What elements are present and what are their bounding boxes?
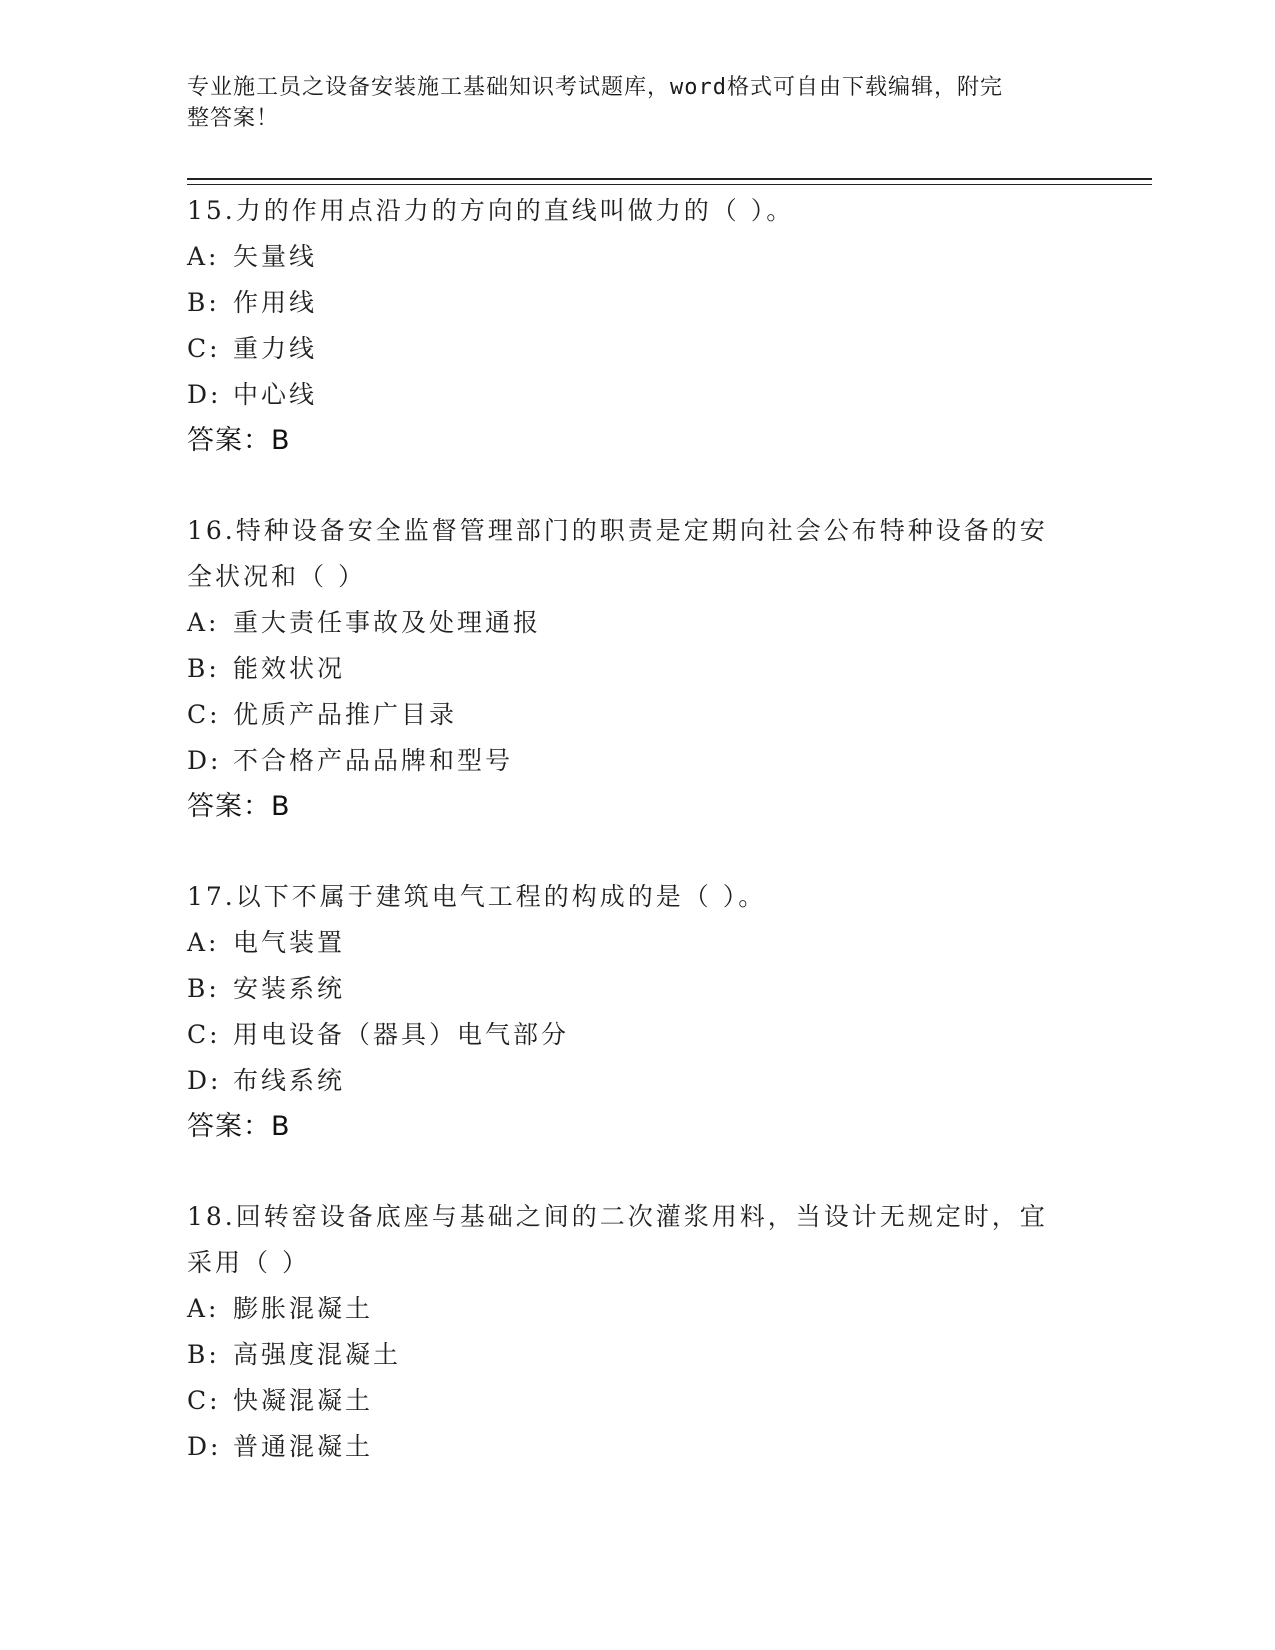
- option-letter: B:: [187, 1340, 220, 1369]
- option-letter: A:: [187, 928, 220, 957]
- option-d: [187, 1058, 1087, 1104]
- question-text: [187, 1194, 1087, 1240]
- option-text: 电气装置: [233, 928, 346, 957]
- question-17: [187, 874, 1087, 1150]
- option-text: 重力线: [233, 334, 318, 363]
- header-divider-thick: [187, 178, 1152, 180]
- option-d: [187, 738, 1087, 784]
- option-text: 能效状况: [233, 654, 346, 683]
- question-text: [187, 508, 1087, 554]
- answer-label: 答案：B: [187, 791, 291, 822]
- header-divider-thin: [187, 184, 1152, 185]
- question-16: [187, 508, 1087, 830]
- option-d: [187, 1424, 1087, 1470]
- answer-label: 答案：B: [187, 425, 291, 456]
- option-text: 重大责任事故及处理通报: [233, 608, 542, 637]
- header-line-1: 专业施工员之设备安装施工基础知识考试题库，word格式可自由下载编辑，附完: [187, 75, 1003, 100]
- question-text-line: 回转窑设备底座与基础之间的二次灌浆用料，当设计无规定时，宜: [235, 1202, 1048, 1231]
- option-letter: C:: [187, 700, 221, 729]
- option-letter: C:: [187, 334, 221, 363]
- option-b: [187, 1332, 1087, 1378]
- option-c: [187, 1012, 1087, 1058]
- option-letter: B:: [187, 654, 220, 683]
- option-b: [187, 646, 1087, 692]
- question-15: [187, 188, 1087, 464]
- option-a: [187, 234, 1087, 280]
- option-text: 中心线: [233, 380, 318, 409]
- question-text: [187, 874, 1087, 920]
- question-list: [187, 188, 1087, 1514]
- question-text: [187, 188, 1087, 234]
- document-header: [187, 72, 1067, 134]
- option-c: [187, 1378, 1087, 1424]
- header-line-2: 整答案！: [187, 106, 280, 131]
- option-a: [187, 1286, 1087, 1332]
- option-text: 高强度混凝土: [233, 1340, 402, 1369]
- question-18: [187, 1194, 1087, 1470]
- option-c: [187, 326, 1087, 372]
- option-text: 优质产品推广目录: [233, 700, 458, 729]
- question-text-continued: 采用（ ）: [187, 1248, 310, 1277]
- option-c: [187, 692, 1087, 738]
- option-letter: D:: [187, 1432, 222, 1461]
- question-text-line: 以下不属于建筑电气工程的构成的是（ ）。: [235, 882, 767, 911]
- option-letter: B:: [187, 974, 220, 1003]
- option-text: 普通混凝土: [233, 1432, 374, 1461]
- question-text-continued: 全状况和（ ）: [187, 562, 366, 591]
- option-letter: A:: [187, 1294, 220, 1323]
- option-letter: C:: [187, 1020, 221, 1049]
- option-b: [187, 280, 1087, 326]
- question-number: 17.: [187, 882, 236, 911]
- option-letter: A:: [187, 242, 220, 271]
- option-a: [187, 600, 1087, 646]
- option-text: 用电设备（器具）电气部分: [233, 1020, 570, 1049]
- option-letter: D:: [187, 746, 222, 775]
- answer-label: 答案：B: [187, 1111, 291, 1142]
- question-text-line: 力的作用点沿力的方向的直线叫做力的（ ）。: [235, 196, 795, 225]
- question-number: 16.: [187, 516, 236, 545]
- option-letter: D:: [187, 1066, 222, 1095]
- option-d: [187, 372, 1087, 418]
- question-number: 18.: [187, 1202, 236, 1231]
- option-letter: D:: [187, 380, 222, 409]
- question-text-line: 特种设备安全监督管理部门的职责是定期向社会公布特种设备的安: [235, 516, 1048, 545]
- option-a: [187, 920, 1087, 966]
- option-letter: A:: [187, 608, 220, 637]
- option-text: 安装系统: [233, 974, 346, 1003]
- option-letter: B:: [187, 288, 220, 317]
- option-letter: C:: [187, 1386, 221, 1415]
- option-text: 作用线: [233, 288, 318, 317]
- option-b: [187, 966, 1087, 1012]
- option-text: 矢量线: [233, 242, 318, 271]
- option-text: 不合格产品品牌和型号: [233, 746, 514, 775]
- question-number: 15.: [187, 196, 236, 225]
- option-text: 快凝混凝土: [233, 1386, 374, 1415]
- option-text: 膨胀混凝土: [233, 1294, 374, 1323]
- option-text: 布线系统: [233, 1066, 346, 1095]
